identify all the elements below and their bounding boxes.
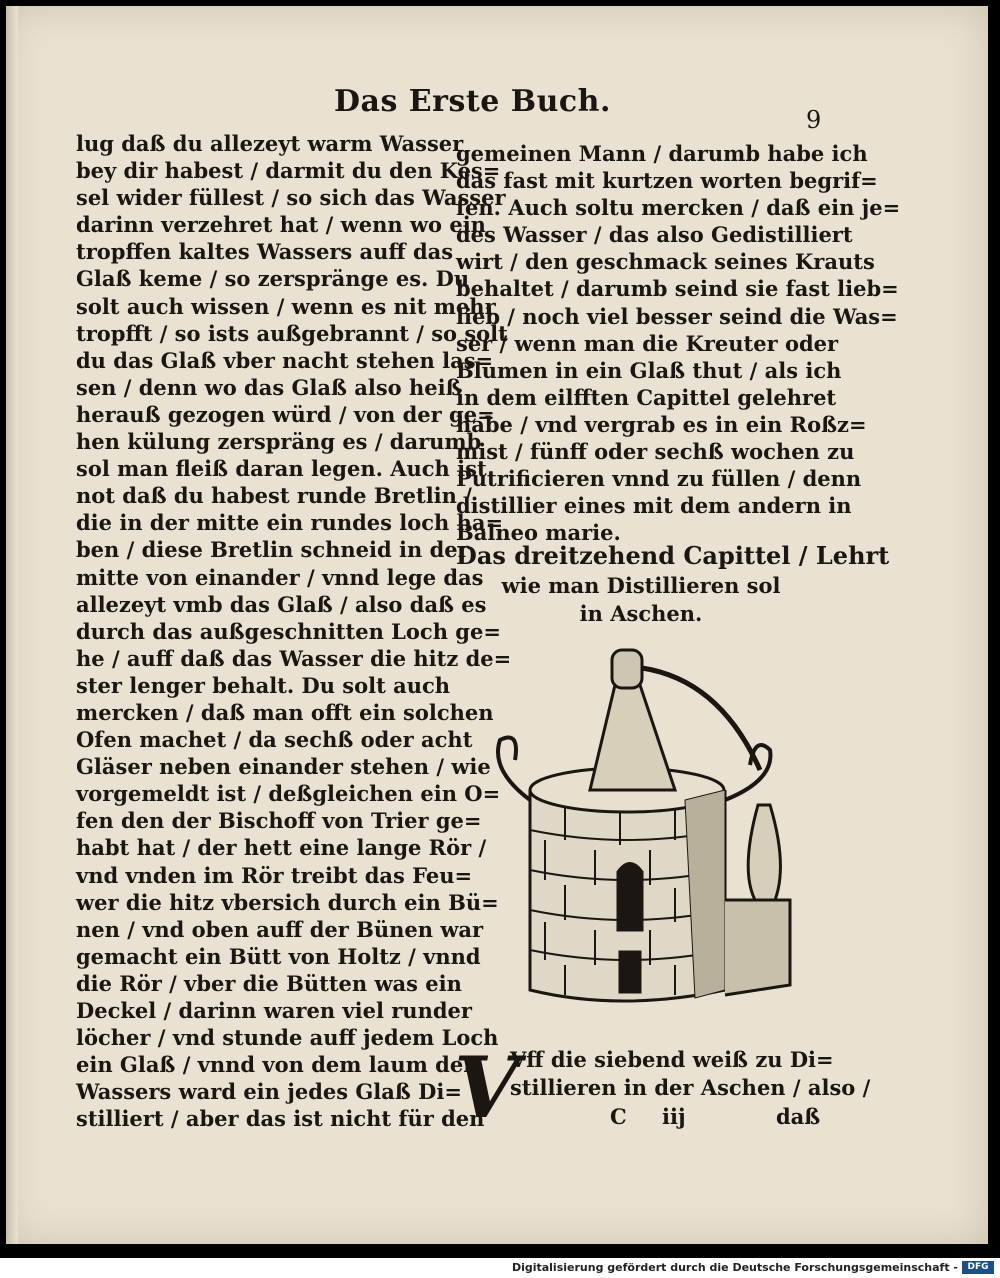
text-line: Gläser neben einander stehen / wie <box>76 754 491 780</box>
text-line: sen / denn wo das Glaß also heiß <box>76 374 462 400</box>
text-line: tropfft / so ists außgebrannt / so solt <box>76 320 508 346</box>
text-line: durch das außgeschnitten Loch ge= <box>76 618 501 644</box>
text-line: wer die hitz vbersich durch ein Bü= <box>76 889 499 915</box>
signature-numeral: iij <box>662 1104 686 1129</box>
text-line: he / auff daß das Wasser die hitz de= <box>76 645 512 671</box>
text-line: Blumen in ein Glaß thut / als ich <box>456 357 842 383</box>
left-text-column <box>76 130 512 1132</box>
text-line: tropffen kaltes Wassers auff das <box>76 239 454 265</box>
text-line: mitte von einander / vnnd lege das <box>76 564 484 590</box>
bottom-paragraph <box>510 1046 871 1102</box>
text-line: vorgemeldt ist / deßgleichen ein O= <box>76 781 501 807</box>
text-line: fen. Auch soltu mercken / daß ein je= <box>456 195 901 221</box>
text-line: hen külung zerspräng es / darumb <box>76 429 482 455</box>
text-line: das fast mit kurtzen worten begrif= <box>456 168 878 194</box>
text-line: ein Glaß / vnnd von dem laum deß <box>76 1052 480 1078</box>
running-header: Das Erste Buch. <box>334 84 611 119</box>
signature-mark: C <box>610 1104 627 1129</box>
text-line: in dem eilfften Capittel gelehret <box>456 384 837 410</box>
chapter-heading-line-2: wie man Distillieren sol <box>501 573 781 598</box>
text-line: ster lenger behalt. Du solt auch <box>76 672 451 698</box>
text-line: bey dir habest / darmit du den Kes= <box>76 158 501 184</box>
text-line: löcher / vnd stunde auff jedem Loch <box>76 1025 499 1051</box>
text-line: distillier eines mit dem andern in <box>456 493 852 519</box>
right-text-column <box>456 140 901 546</box>
text-line: Glaß keme / so zerspränge es. Du <box>76 266 470 292</box>
text-line: wirt / den geschmack seines Krauts <box>456 249 875 275</box>
text-line: vnd vnden im Rör treibt das Feu= <box>76 862 473 888</box>
text-line: behaltet / darumb seind sie fast lieb= <box>456 276 899 302</box>
text-line: lieb / noch viel besser seind die Was= <box>456 303 898 329</box>
text-line: habt hat / der hett eine lange Rör / <box>76 835 487 861</box>
text-line: mercken / daß man offt ein solchen <box>76 699 494 725</box>
text-line: Wassers ward ein jedes Glaß Di= <box>76 1079 462 1105</box>
text-line: Deckel / darinn waren viel runder <box>76 998 472 1023</box>
text-line: Putrificieren vnnd zu füllen / denn <box>456 466 862 492</box>
text-line: Balneo marie. <box>456 520 621 546</box>
chapter-heading-line-1: Das dreitzehend Capittel / Lehrt <box>456 541 890 570</box>
text-line: habe / vnd vergrab es in ein Roßz= <box>456 411 867 437</box>
page-edge-shadow <box>6 6 18 1244</box>
distillation-furnace-woodcut <box>470 640 810 1020</box>
text-line: allezeyt vmb das Glaß / also daß es <box>76 591 487 617</box>
text-line: nen / vnd oben auff der Bünen war <box>76 916 484 942</box>
text-line: mist / fünff oder sechß wochen zu <box>456 439 855 465</box>
catchword: daß <box>776 1104 821 1129</box>
text-line: ben / diese Bretlin schneid in der <box>76 537 469 563</box>
chapter-heading <box>456 540 890 628</box>
text-line: solt auch wissen / wenn es nit mehr <box>76 293 496 319</box>
text-line: sel wider füllest / so sich das Wasser <box>76 185 506 211</box>
text-line: herauß gezogen würd / von der ge= <box>76 401 495 427</box>
text-line: sol man fleiß daran legen. Auch ist <box>76 456 487 482</box>
text-line: not daß du habest runde Bretlin / <box>76 483 472 509</box>
text-line: des Wasser / das also Gedistilliert <box>456 222 853 248</box>
text-line: die Rör / vber die Bütten was ein <box>76 970 462 996</box>
text-line: ser / wenn man die Kreuter oder <box>456 330 839 356</box>
text-line: gemeinen Mann / darumb habe ich <box>456 141 868 166</box>
footer-bar <box>0 1258 1000 1278</box>
text-line: du das Glaß vber nacht stehen las= <box>76 347 494 373</box>
decorated-initial: V <box>454 1038 520 1137</box>
text-line: lug daß du allezeyt warm Wasser <box>76 131 464 156</box>
chapter-heading-line-3: in Aschen. <box>579 601 703 626</box>
page-number: 9 <box>806 106 822 134</box>
text-line: Ofen machet / da sechß oder acht <box>76 727 473 753</box>
dfg-logo-icon: DFG <box>962 1261 994 1274</box>
text-line: fen den der Bischoff von Trier ge= <box>76 808 482 834</box>
text-line: die in der mitte ein rundes loch ha= <box>76 510 504 536</box>
text-line: stilliert / aber das ist nicht für den <box>76 1106 485 1132</box>
funding-notice: Digitalisierung gefördert durch die Deutsche Forschungsgemeinschaft - <box>511 1261 958 1274</box>
bottom-paragraph-line-1: Vff die siebend weiß zu Di= <box>510 1047 834 1072</box>
bottom-paragraph-line-2: stillieren in der Aschen / also / <box>510 1075 871 1100</box>
text-line: darinn verzehret hat / wenn wo ein <box>76 212 486 238</box>
text-line: gemacht ein Bütt von Holtz / vnnd <box>76 943 481 969</box>
